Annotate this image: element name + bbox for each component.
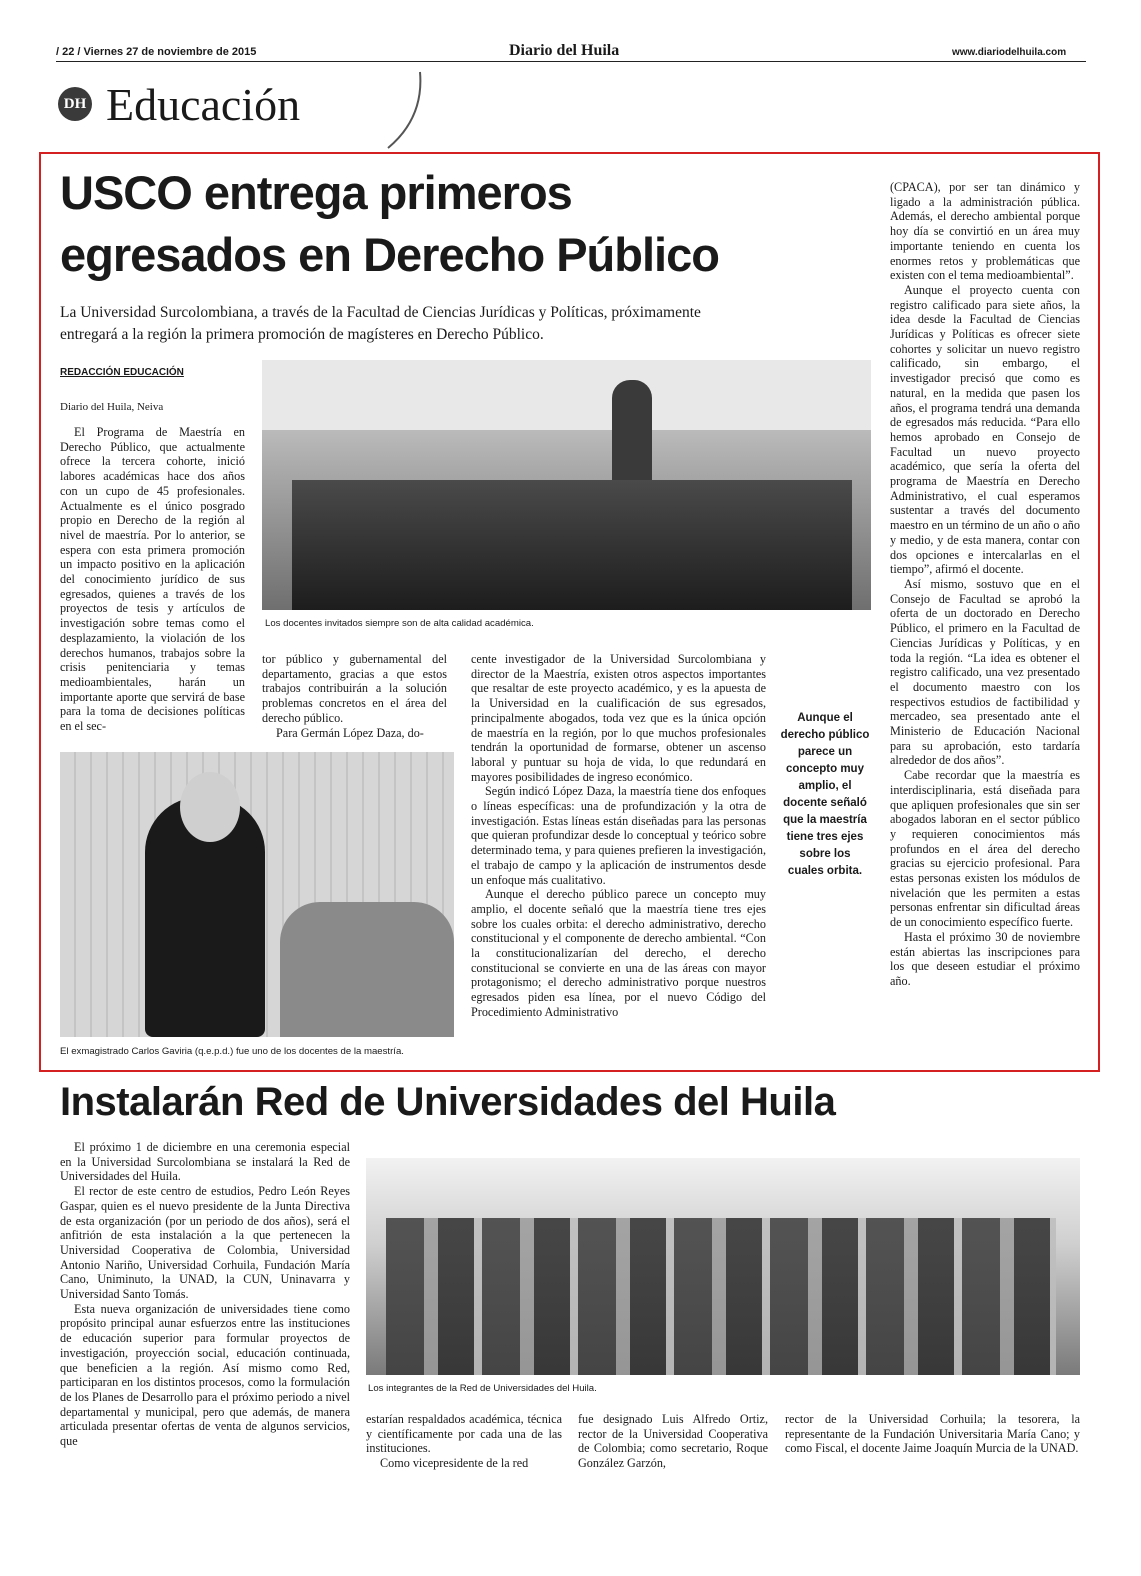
group-photo-caption: Los integrantes de la Red de Universidades del Huila.	[368, 1383, 597, 1394]
paragraph: Como vicepresidente de la red	[380, 1456, 529, 1471]
article1-column-1	[60, 425, 245, 750]
classroom-photo	[262, 360, 871, 610]
headline-line-2: egresados en Derecho Público	[60, 228, 719, 281]
dh-logo: DH	[58, 87, 92, 121]
paragraph: cente investigador de la Universidad Surcolombiana y director de la Maestría, existen otros aspectos importantes que resaltar de este proyecto académico, y es la apuesta de la Universidad en la cualificación de sus egresados, principalmente abogados, toda vez que es la única opción de maestría en la región, por lo que muchos profesionales tendrán la oportunidad de formarse, obtener un ascenso laboral y puntuar su hoja de vida, lo que redundará en mayores posibilidades de ingreso económico.	[471, 652, 766, 784]
article1-column-2	[262, 652, 447, 740]
header-rule	[56, 61, 1086, 62]
lead-line-2: entregará a la región la primera promoción de magísteres en Derecho Público.	[60, 326, 544, 343]
paragraph: El próximo 1 de diciembre en una ceremonia especial en la Universidad Surcolombiana se instalará la Red de Universidades del Huila.	[60, 1140, 350, 1184]
article1-column-3	[471, 652, 766, 1062]
pull-quote: Aunque el derecho público parece un concepto muy amplio, el docente señaló que la maestría tiene tres ejes sobre los cuales orbita.	[780, 712, 870, 877]
professor-photo	[60, 752, 454, 1037]
paragraph: Esta nueva organización de universidades tiene como propósito principal aunar esfuerzos entre las instituciones de educación superior para formular proyectos de investigación, proyección social, educación continuada, que beneficien a la región. Así mismo como Red, participaran en los distintos procesos, como la formulación de los Planes de Desarrollo para el próximo periodo a nivel departamental y municipal, pero que además, de manera articulada presentar ofertas de venta de algunos servicios, que	[60, 1301, 350, 1449]
article2-column-3	[578, 1412, 768, 1471]
dateline: Diario del Huila, Neiva	[60, 401, 164, 413]
paragraph: El Programa de Maestría en Derecho Público, que actualmente ofrece la tercera cohorte, inició labores académicas hace dos años con un cupo de 45 profesionales. Actualmente es el único posgrado propio en Derecho de la región al nivel de maestría. Por lo anterior, se espera con esta primera promoción un impacto positivo en la aplicación del conocimiento jurídico de sus egresados, quienes a través de los proyectos de tesis y artículos de investigación sobre temas como el desplazamiento, la violación de los derechos humanos, trabajos sobre la crisis penitenciaria y temas medioambientales, harán un importante aporte que servirá de base para la toma de decisiones políticas en el sec-	[60, 425, 245, 734]
page-date: / 22 / Viernes 27 de noviembre de 2015	[56, 46, 257, 58]
masthead: Diario del Huila	[509, 42, 620, 59]
paragraph: Aunque el derecho público parece un concepto muy amplio, el docente señaló que la maestría tiene tres ejes sobre los cuales orbita: el derecho administrativo, derecho constitucional y el componente de derecho ambiental. “Con la constitucionalizarían del derecho, el derecho constitucional se convierte en una de las áreas con mayor protagonismo; el derecho administrativo porque nuestros egresados piden esa línea, por el nuevo Código del Procedimiento Administrativo	[471, 887, 766, 1019]
paragraph: Hasta el próximo 30 de noviembre están abiertas las inscripciones para los que deseen estudiar el próximo año.	[890, 929, 1080, 988]
headline-line-1: USCO entrega primeros	[60, 166, 572, 219]
paragraph: fue designado Luis Alfredo Ortiz, rector de la Universidad Cooperativa de Colombia; como secretario, Roque González Garzón,	[578, 1412, 768, 1471]
paragraph: rector de la Universidad Corhuila; la tesorera, la representante de la Fundación Universitaria María Cano; y como Fiscal, el docente Jaime Joaquín Murcia de la UNAD.	[785, 1412, 1080, 1456]
paragraph: Cabe recordar que la maestría es interdisciplinaria, está diseñada para que apliquen profesionales que sin ser abogados laboran en el sector público y requieren conocimientos más profundos en el área del derecho gracias su ejercicio profesional. Para estas personas existen los módulos de nivelación que les permiten a estas personas enfrentar sin dificultad áreas de un conocimiento específico fuerte.	[890, 768, 1080, 930]
group-photo	[366, 1158, 1080, 1375]
article2-column-1	[60, 1140, 350, 1482]
site-url: www.diariodelhuila.com	[952, 47, 1067, 58]
paragraph: Aunque el proyecto cuenta con registro calificado para siete años, la idea desde la Facultad de Ciencias Jurídicas y Políticas es ofrecer siete cohortes y solicitar un nuevo registro calificado, sin embargo, el investigador precisó que como es natural, en la medida que pasen los años, el programa tendrá una demanda de egresados más reducida. “Para ello hemos aprobado en Consejo de Facultad un nuevo proyecto académico, que sería la oferta del programa de Maestría en Derecho Administrativo, el cual esperamos sustentar a través del documento maestro en un término de un año o año y medio, y de esta manera, contar con dos opciones e intercalarlas en el tiempo”, afirmó el docente.	[890, 282, 1080, 577]
paragraph: Así mismo, sostuvo que en el Consejo de Facultad se aprobó la oferta de un doctorado en Derecho Público, el primero en la Facultad de Ciencias Jurídicas y Políticas, y en toda la región. “La idea es obtener el registro calificado, una vez presentado el documento maestro con los respectivos estudios de factibilidad y mercadeo, sea presentado ante el Ministerio de Educación Nacional para su aprobación, esto tardaría alrededor de dos años”.	[890, 576, 1080, 768]
paragraph: El rector de este centro de estudios, Pedro León Reyes Gaspar, quien es el nuevo presidente de la Junta Directiva de esta organización (por un periodo de dos años), será el anfitrión de esta instalación a la que pertenecen la Universidad Cooperativa de Colombia, Universidad Antonio Nariño, Universidad Corhuila, Fundación María Cano, Uniminuto, la UNAD, la CUN, Uninavarra y Universidad Santo Tomás.	[60, 1184, 350, 1302]
article2-column-2	[366, 1412, 562, 1471]
paragraph: estarían respaldados académica, técnica y científicamente por cada una de las instituciones.	[366, 1412, 562, 1456]
paragraph: tor público y gubernamental del departamento, gracias a que estos trabajos contribuirán a la solución problemas concretos en el área del derecho público.	[262, 652, 447, 725]
article2-column-4	[785, 1412, 1080, 1456]
section-swoosh	[380, 68, 430, 152]
section-title: Educación	[106, 79, 301, 130]
byline: REDACCIÓN EDUCACIÓN	[60, 367, 184, 378]
lead-line-1: La Universidad Surcolombiana, a través de la Facultad de Ciencias Jurídicas y Políticas, próximamente	[60, 304, 701, 321]
photo-caption-2: El exmagistrado Carlos Gaviria (q.e.p.d.) fue uno de los docentes de la maestría.	[60, 1046, 404, 1057]
paragraph: Para Germán López Daza, do-	[276, 725, 424, 740]
article1-column-5	[890, 180, 1080, 1065]
paragraph: (CPACA), por ser tan dinámico y ligado a la administración pública. Además, el derecho ambiental porque hoy día se convirtió en un área muy importante teniendo en cuenta los enormes retos y problemáticas que existen con el tema medioambiental”.	[890, 180, 1080, 283]
paragraph: Según indicó López Daza, la maestría tiene dos enfoques o líneas específicas: una de profundización y la otra de investigación. Estas líneas están diseñadas para las personas que quieran profundizar desde lo conceptual y teórico sobre determinado tema, y para quienes prefieren la investigación, el trabajo de campo y la aplicación de instrumentos desde un enfoque más cualitativo.	[471, 784, 766, 887]
photo-caption-1: Los docentes invitados siempre son de alta calidad académica.	[265, 618, 534, 629]
article2-headline: Instalarán Red de Universidades del Huila	[60, 1080, 836, 1124]
